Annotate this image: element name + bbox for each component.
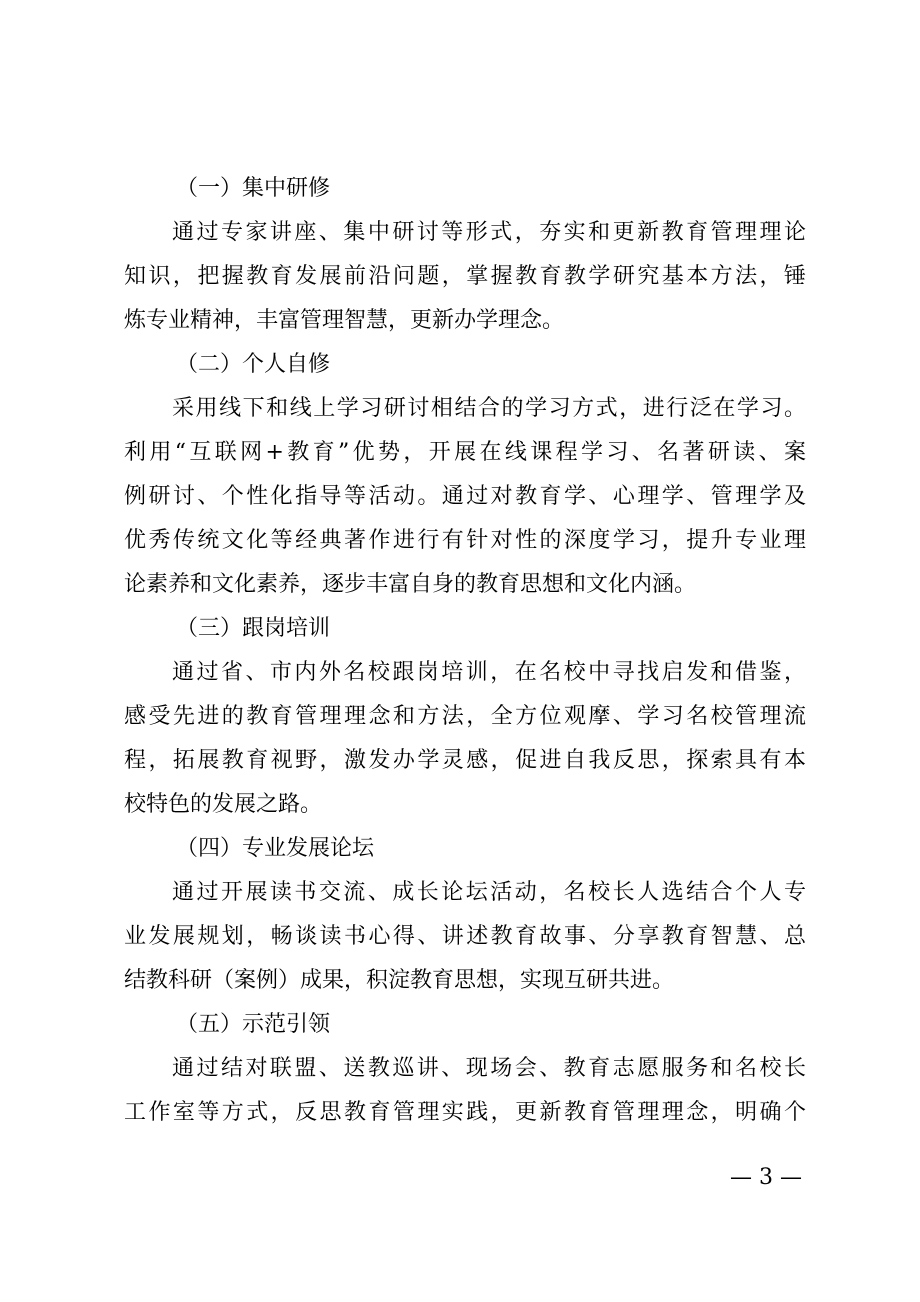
paragraph-line: 优秀传统文化等经典著作进行有针对性的深度学习，提升专业理: [124, 528, 806, 553]
paragraph-line: 程，拓展教育视野，激发办学灵感，促进自我反思，探索具有本: [124, 748, 806, 773]
section-heading: （五）示范引领: [176, 1012, 331, 1037]
document-body: [124, 167, 806, 1135]
section-heading: （一）集中研修: [176, 176, 331, 201]
paragraph-line: 通过开展读书交流、成长论坛活动，名校长人选结合个人专: [172, 880, 806, 905]
paragraph-line: 知识，把握教育发展前沿问题，掌握教育教学研究基本方法，锤: [124, 264, 806, 289]
page-number: — 3 —: [730, 1165, 802, 1190]
paragraph-line: 采用线下和线上学习研讨相结合的学习方式，进行泛在学习。: [172, 396, 806, 421]
paragraph-line: 炼专业精神，丰富管理智慧，更新办学理念。: [124, 308, 565, 333]
paragraph-line: 例研讨、个性化指导等活动。通过对教育学、心理学、管理学及: [124, 484, 806, 509]
paragraph-line: 论素养和文化素养，逐步丰富自身的教育思想和文化内涵。: [124, 572, 697, 597]
paragraph-line: 利用“互联网+教育”优势，开展在线课程学习、名著研读、案: [124, 440, 806, 465]
section-heading: （四）专业发展论坛: [176, 836, 375, 861]
paragraph-line: 业发展规划，畅谈读书心得、讲述教育故事、分享教育智慧、总: [124, 924, 806, 949]
paragraph-line: 感受先进的教育管理理念和方法，全方位观摩、学习名校管理流: [124, 704, 806, 729]
paragraph-line: 通过结对联盟、送教巡讲、现场会、教育志愿服务和名校长: [172, 1056, 806, 1081]
paragraph-line: 结教科研（案例）成果，积淀教育思想，实现互研共进。: [124, 968, 675, 993]
paragraph-line: 校特色的发展之路。: [124, 792, 323, 817]
section-heading: （二）个人自修: [176, 352, 331, 377]
section-heading: （三）跟岗培训: [176, 616, 331, 641]
paragraph-line: 通过省、市内外名校跟岗培训，在名校中寻找启发和借鉴，: [172, 660, 806, 685]
paragraph-line: 工作室等方式，反思教育管理实践，更新教育管理理念，明确个: [124, 1100, 806, 1125]
paragraph-line: 通过专家讲座、集中研讨等形式，夯实和更新教育管理理论: [172, 220, 806, 245]
